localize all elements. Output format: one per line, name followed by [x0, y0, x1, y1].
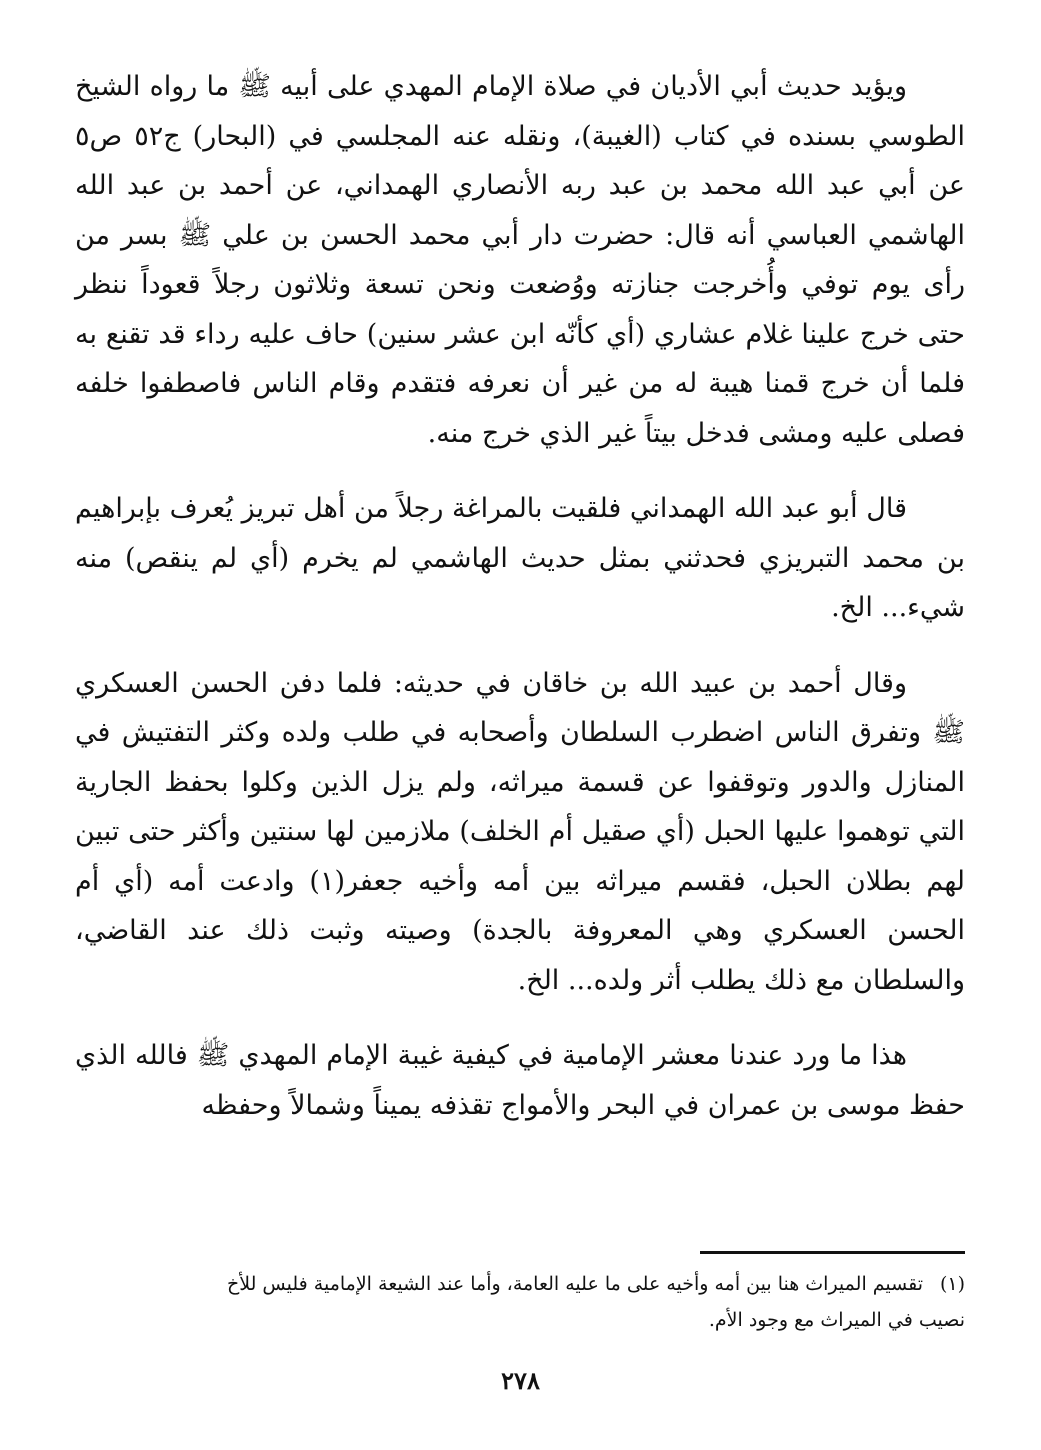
- footnote-marker: (١): [939, 1273, 965, 1295]
- paragraph-2: قال أبو عبد الله الهمداني فلقيت بالمراغة رجلاً من أهل تبريز يُعرف بإبراهيم بن محمد التبريزي فحدثني بمثل حديث الهاشمي لم يخرم (أي لم ينقص) منه شيء... الخ.: [75, 493, 965, 623]
- paragraph-3: وقال أحمد بن عبيد الله بن خاقان في حديثه: فلما دفن الحسن العسكري ﷺ وتفرق الناس اضطرب السلطان وأصحابه في طلب ولده وكثر التفتيش في المنازل والدور وتوقفوا عن قسمة ميراثه، ولم يزل الذين وكلوا بحفظ الجارية التي توهموا عليها الحبل (أي صقيل أم الخلف) ملازمين لها سنتين وأكثر حتى تبين لهم بطلان الحبل، فقسم ميراثه بين أمه وأخيه جعفر(١) وادعت أمه (أي أم الحسن العسكري وهي المعروفة بالجدة) وصيته وثبت ذلك عند القاضي، والسلطان مع ذلك يطلب أثر ولده... الخ.: [75, 667, 965, 996]
- main-text: [75, 62, 965, 1130]
- paragraph-4: هذا ما ورد عندنا معشر الإمامية في كيفية غيبة الإمام المهدي ﷺ فالله الذي حفظ موسى بن عمران في البحر والأمواج تقذفه يميناً وشمالاً وحفظه: [75, 1040, 965, 1121]
- footnote-separator: [700, 1251, 965, 1254]
- footnote-text-2: نصيب في الميراث مع وجود الأم.: [708, 1309, 965, 1331]
- footnote: [75, 1266, 965, 1338]
- page-number: ٢٧٨: [501, 1366, 540, 1395]
- footnote-text-1: تقسيم الميراث هنا بين أمه وأخيه على ما عليه العامة، وأما عند الشيعة الإمامية فليس للأخ: [226, 1273, 923, 1295]
- paragraph-1: ويؤيد حديث أبي الأديان في صلاة الإمام المهدي على أبيه ﷺ ما رواه الشيخ الطوسي بسنده في كتاب (الغيبة)، ونقله عنه المجلسي في (البحار) ج٥٢ ص٥ عن أبي عبد الله محمد بن عبد ربه الأنصاري الهمداني، عن أحمد بن عبد الله الهاشمي العباسي أنه قال: حضرت دار أبي محمد الحسن بن علي ﷺ بسر من رأى يوم توفي وأُخرجت جنازته ووُضعت ونحن تسعة وثلاثون رجلاً قعوداً ننظر حتى خرج علينا غلام عشاري (أي كأنّه ابن عشر سنين) حاف عليه رداء قد تقنع به فلما أن خرج قمنا هيبة له من غير أن نعرفه فتقدم وقام الناس فاصطفوا خلفه فصلى عليه ومشى فدخل بيتاً غير الذي خرج منه.: [75, 71, 965, 449]
- footnote-line-2: [75, 1302, 965, 1338]
- footnote-line-1: [75, 1266, 965, 1302]
